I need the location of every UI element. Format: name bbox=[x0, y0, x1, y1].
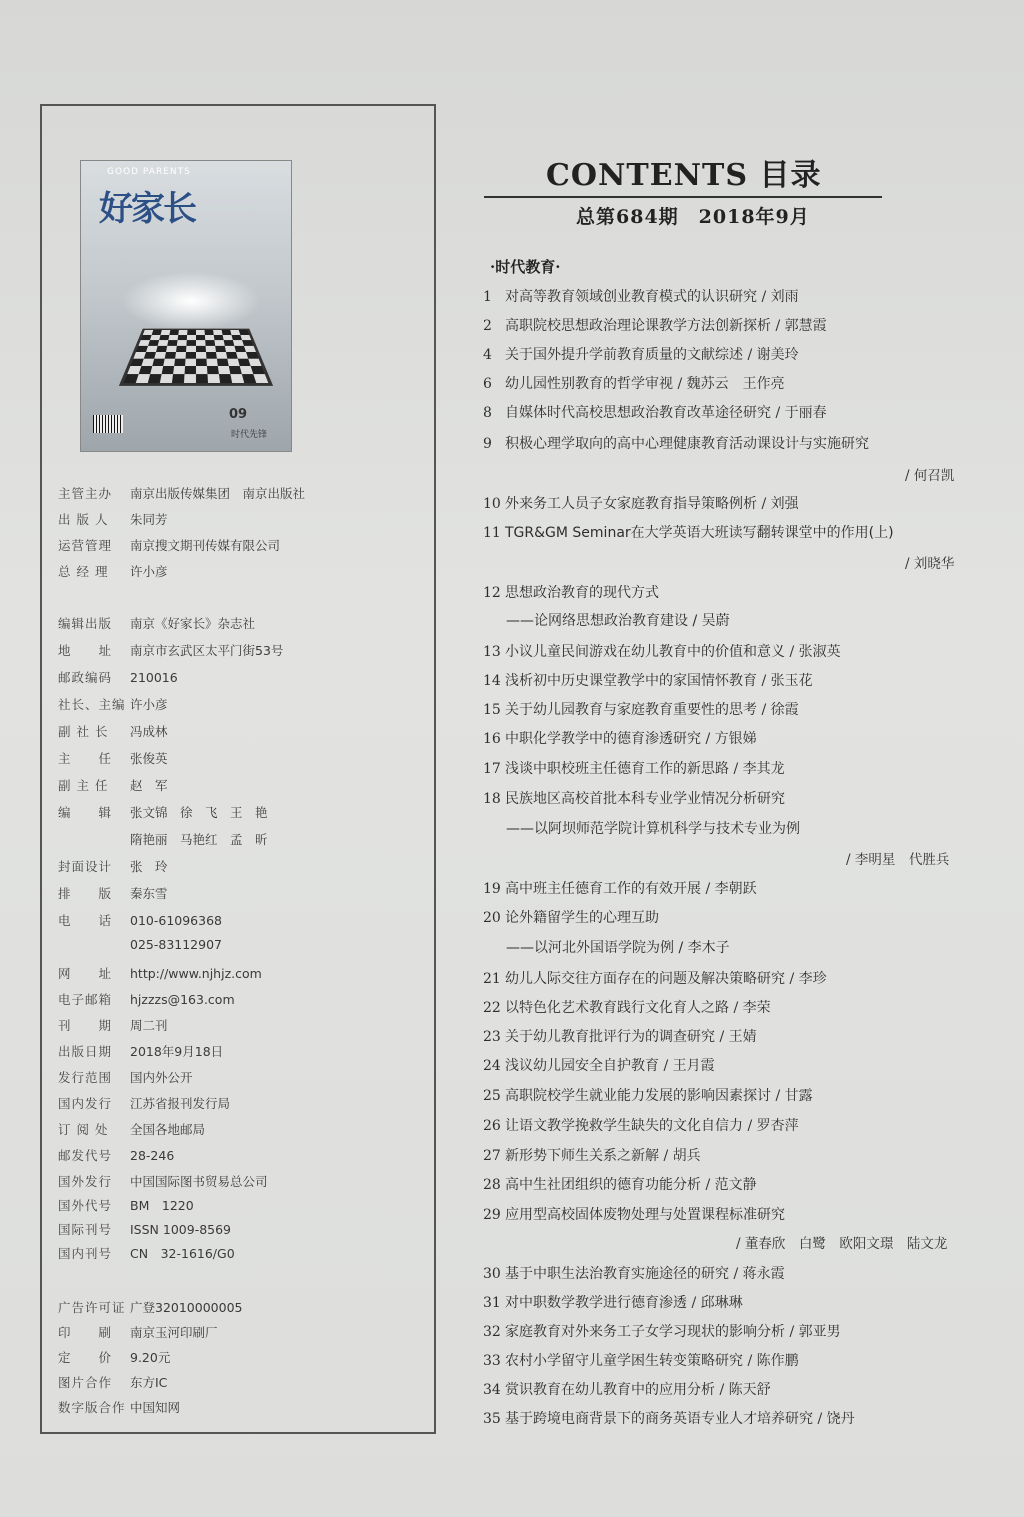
masthead-label: 图片合作 bbox=[58, 1375, 113, 1390]
masthead-row bbox=[58, 536, 280, 554]
toc-title: 让语文教学挽救学生缺失的文化自信力 bbox=[505, 1118, 743, 1134]
toc-title: 基于中职生法治教育实施途径的研究 bbox=[505, 1266, 729, 1282]
toc-entry[interactable] bbox=[483, 433, 869, 453]
toc-entry[interactable] bbox=[483, 641, 841, 661]
masthead-row bbox=[58, 911, 222, 929]
toc-page-number: 1 bbox=[483, 289, 492, 305]
toc-page-number: 31 bbox=[483, 1295, 501, 1311]
toc-page-number: 24 bbox=[483, 1058, 501, 1074]
masthead-row bbox=[58, 803, 268, 821]
toc-page-number: 13 bbox=[483, 644, 501, 660]
masthead-label: 封面设计 bbox=[58, 859, 113, 874]
masthead-row bbox=[58, 641, 283, 659]
toc-page-number: 27 bbox=[483, 1148, 501, 1164]
toc-entry[interactable] bbox=[483, 1085, 813, 1105]
toc-title: 高职院校学生就业能力发展的影响因素探讨 bbox=[505, 1088, 771, 1104]
masthead-row bbox=[58, 510, 168, 528]
toc-page-number: 17 bbox=[483, 761, 501, 777]
toc-page-number: 16 bbox=[483, 731, 501, 747]
toc-entry[interactable] bbox=[483, 670, 813, 690]
masthead-label: 总 经 理 bbox=[58, 564, 109, 579]
masthead-label: 国外发行 bbox=[58, 1174, 113, 1189]
toc-entry[interactable] bbox=[483, 315, 827, 335]
masthead-row bbox=[58, 884, 168, 902]
toc-entry[interactable] bbox=[483, 1350, 799, 1370]
toc-page-number: 28 bbox=[483, 1177, 501, 1193]
toc-entry[interactable] bbox=[483, 522, 894, 542]
toc-author: / 蒋永霞 bbox=[733, 1266, 785, 1282]
toc-page-number: 35 bbox=[483, 1411, 501, 1427]
toc-author: / 胡兵 bbox=[663, 1148, 701, 1164]
toc-page-number: 12 bbox=[483, 585, 501, 601]
toc-entry[interactable] bbox=[483, 758, 785, 778]
masthead-label: 主管主办 bbox=[58, 486, 113, 501]
toc-page-number: 6 bbox=[483, 376, 492, 392]
toc-author: / 陈作鹏 bbox=[747, 1353, 799, 1369]
toc-author: / 李朝跃 bbox=[705, 881, 757, 897]
toc-title: 中职化学教学中的德育渗透研究 bbox=[505, 731, 701, 747]
masthead-label: 电子邮箱 bbox=[58, 992, 113, 1007]
toc-page-number: 20 bbox=[483, 910, 501, 926]
masthead-row bbox=[58, 1016, 168, 1034]
toc-author: / 李其龙 bbox=[733, 761, 785, 777]
masthead-row bbox=[58, 990, 235, 1008]
masthead-value: 南京搜文期刊传媒有限公司 bbox=[130, 538, 281, 553]
toc-entry[interactable] bbox=[483, 344, 799, 364]
toc-title: 自媒体时代高校思想政治教育改革途径研究 bbox=[505, 405, 771, 421]
toc-author: / 于丽春 bbox=[775, 405, 827, 421]
masthead-row bbox=[58, 1348, 170, 1366]
toc-author: / 罗杏萍 bbox=[747, 1118, 799, 1134]
masthead-row bbox=[58, 1094, 230, 1112]
masthead-label: 副 社 长 bbox=[58, 724, 109, 739]
masthead-value: 赵 军 bbox=[130, 778, 168, 793]
masthead-row bbox=[58, 1220, 231, 1238]
masthead-value: 2018年9月18日 bbox=[130, 1044, 224, 1059]
toc-page-number: 15 bbox=[483, 702, 501, 718]
toc-author: / 范文静 bbox=[705, 1177, 757, 1193]
toc-author: / 徐霞 bbox=[761, 702, 799, 718]
issue-line: 总第684期 2018年9月 bbox=[576, 206, 810, 228]
toc-entry[interactable] bbox=[483, 493, 799, 513]
masthead-value: 010-61096368 bbox=[130, 913, 222, 928]
masthead-value: 隋艳丽 马艳红 孟 昕 bbox=[130, 832, 268, 847]
masthead-label: 地 址 bbox=[58, 643, 113, 658]
masthead-row bbox=[58, 776, 168, 794]
masthead-label: 印 刷 bbox=[58, 1325, 113, 1340]
toc-entry[interactable] bbox=[483, 968, 827, 988]
masthead-row bbox=[58, 1068, 193, 1086]
toc-page-number: 11 bbox=[483, 525, 501, 541]
section-heading: ·时代教育· bbox=[490, 258, 561, 276]
masthead-label: 国内发行 bbox=[58, 1096, 113, 1111]
toc-title: 农村小学留守儿童学困生转变策略研究 bbox=[505, 1353, 743, 1369]
toc-entry[interactable] bbox=[483, 1174, 757, 1194]
masthead-label: 刊 期 bbox=[58, 1018, 113, 1033]
toc-entry[interactable] bbox=[483, 1055, 715, 1075]
toc-author: / 饶丹 bbox=[817, 1411, 855, 1427]
masthead-value: 025-83112907 bbox=[130, 937, 222, 952]
masthead-row bbox=[58, 1398, 180, 1416]
masthead-row bbox=[58, 722, 168, 740]
masthead-value: 张俊英 bbox=[130, 751, 168, 766]
masthead-label: 订 阅 处 bbox=[58, 1122, 109, 1137]
toc-page-number: 19 bbox=[483, 881, 501, 897]
toc-author: / 刘强 bbox=[761, 496, 799, 512]
masthead-value: 秦东雪 bbox=[130, 886, 168, 901]
masthead-label: 数字版合作 bbox=[58, 1400, 126, 1415]
masthead-row bbox=[58, 668, 178, 686]
toc-entry[interactable] bbox=[483, 728, 757, 748]
masthead-value: 许小彦 bbox=[130, 564, 168, 579]
contents-title: CONTENTS 目录 bbox=[546, 158, 822, 193]
toc-subtitle-text: ——论网络思想政治教育建设 bbox=[506, 613, 688, 629]
masthead-value: 中国知网 bbox=[130, 1400, 181, 1415]
masthead-row bbox=[58, 1323, 218, 1341]
masthead-label: 国外代号 bbox=[58, 1198, 113, 1213]
toc-author: / 魏苏云 王作亮 bbox=[677, 376, 785, 392]
toc-subtitle-text: ——以阿坝师范学院计算机科学与技术专业为例 bbox=[506, 821, 800, 837]
toc-entry[interactable] bbox=[483, 1292, 743, 1312]
toc-title: 基于跨境电商背景下的商务英语专业人才培养研究 bbox=[505, 1411, 813, 1427]
toc-entry[interactable] bbox=[483, 1026, 757, 1046]
masthead-value: 国内外公开 bbox=[130, 1070, 193, 1085]
masthead-label: 排 版 bbox=[58, 886, 113, 901]
masthead-label: 出 版 人 bbox=[58, 512, 109, 527]
toc-subtitle bbox=[506, 610, 730, 630]
masthead-value: 张 玲 bbox=[130, 859, 168, 874]
toc-page-number: 4 bbox=[483, 347, 492, 363]
masthead-value: BM 1220 bbox=[130, 1198, 194, 1213]
masthead-row bbox=[58, 749, 168, 767]
toc-author: / 王月霞 bbox=[663, 1058, 715, 1074]
masthead-label: 国内刊号 bbox=[58, 1246, 113, 1261]
masthead-value: 广登32010000005 bbox=[130, 1300, 243, 1315]
toc-page-number: 22 bbox=[483, 1000, 501, 1016]
toc-entry[interactable] bbox=[483, 1204, 785, 1224]
toc-title: 浅析初中历史课堂教学中的家国情怀教育 bbox=[505, 673, 757, 689]
toc-entry[interactable] bbox=[483, 1321, 841, 1341]
toc-author: / 邱琳琳 bbox=[691, 1295, 743, 1311]
toc-author: / 郭慧霞 bbox=[775, 318, 827, 334]
masthead-label: 副 主 任 bbox=[58, 778, 109, 793]
toc-entry[interactable] bbox=[483, 699, 799, 719]
toc-page-number: 21 bbox=[483, 971, 501, 987]
toc-title: 论外籍留学生的心理互助 bbox=[505, 910, 659, 926]
masthead-row bbox=[58, 695, 168, 713]
toc-author: / 谢美玲 bbox=[747, 347, 799, 363]
toc-author: / 张玉花 bbox=[761, 673, 813, 689]
masthead-row bbox=[58, 1172, 268, 1190]
toc-title: 应用型高校固体废物处理与处置课程标准研究 bbox=[505, 1207, 785, 1223]
masthead-row bbox=[58, 484, 305, 502]
cover-tagline: 时代先锋 bbox=[231, 430, 268, 440]
masthead-label: 邮政编码 bbox=[58, 670, 113, 685]
masthead-value: 28-246 bbox=[130, 1148, 175, 1163]
toc-title: 小议儿童民间游戏在幼儿教育中的价值和意义 bbox=[505, 644, 785, 660]
toc-author: / 甘露 bbox=[775, 1088, 813, 1104]
toc-entry[interactable] bbox=[483, 1379, 771, 1399]
toc-title: 对高等教育领域创业教育模式的认识研究 bbox=[505, 289, 757, 305]
toc-page-number: 29 bbox=[483, 1207, 501, 1223]
title-divider bbox=[484, 196, 882, 198]
toc-author: / 李明星 代胜兵 bbox=[846, 852, 950, 868]
chessboard-illustration bbox=[119, 329, 273, 386]
masthead-row bbox=[58, 1373, 167, 1391]
toc-page-number: 30 bbox=[483, 1266, 501, 1282]
cover-image bbox=[80, 160, 292, 452]
cover-title: 好家长 bbox=[99, 189, 195, 229]
masthead-value: 南京市玄武区太平门街53号 bbox=[130, 643, 284, 658]
masthead-label: 编 辑 bbox=[58, 805, 113, 820]
masthead-label: 邮发代号 bbox=[58, 1148, 113, 1163]
toc-title: 浅谈中职校班主任德育工作的新思路 bbox=[505, 761, 729, 777]
toc-title: 以特色化艺术教育践行文化育人之路 bbox=[505, 1000, 729, 1016]
masthead-value: 张文锦 徐 飞 王 艳 bbox=[130, 805, 268, 820]
masthead-value: 中国国际图书贸易总公司 bbox=[130, 1174, 268, 1189]
masthead-label: 电 话 bbox=[58, 913, 113, 928]
toc-subtitle bbox=[506, 937, 730, 957]
masthead-row bbox=[58, 1244, 235, 1262]
masthead-value: 全国各地邮局 bbox=[130, 1122, 206, 1137]
masthead-label: 国际刊号 bbox=[58, 1222, 113, 1237]
toc-entry[interactable] bbox=[483, 878, 757, 898]
masthead-row bbox=[58, 1146, 174, 1164]
toc-title: 赏识教育在幼儿教育中的应用分析 bbox=[505, 1382, 715, 1398]
toc-entry[interactable] bbox=[483, 373, 785, 393]
toc-page-number: 25 bbox=[483, 1088, 501, 1104]
masthead-value: CN 32-1616/G0 bbox=[130, 1246, 235, 1261]
toc-page-number: 2 bbox=[483, 318, 492, 334]
toc-title: 思想政治教育的现代方式 bbox=[505, 585, 659, 601]
masthead-row bbox=[58, 614, 255, 632]
toc-entry[interactable] bbox=[483, 1408, 855, 1428]
toc-title: TGR&GM Seminar在大学英语大班读写翻转课堂中的作用(上) bbox=[505, 525, 894, 541]
cover-glow bbox=[121, 271, 261, 331]
toc-page-number: 18 bbox=[483, 791, 501, 807]
toc-author: / 吴蔚 bbox=[692, 613, 730, 629]
toc-author: / 王婧 bbox=[719, 1029, 757, 1045]
toc-author: / 李荣 bbox=[733, 1000, 771, 1016]
toc-author: / 张淑英 bbox=[789, 644, 841, 660]
masthead-label: 出版日期 bbox=[58, 1044, 113, 1059]
toc-entry[interactable] bbox=[483, 286, 799, 306]
toc-title: 高职院校思想政治理论课教学方法创新探析 bbox=[505, 318, 771, 334]
toc-author: / 刘雨 bbox=[761, 289, 799, 305]
toc-author: / 何召凯 bbox=[905, 468, 955, 484]
toc-page-number: 8 bbox=[483, 405, 492, 421]
toc-entry[interactable] bbox=[483, 402, 827, 422]
masthead-label: 社长、主编 bbox=[58, 697, 126, 712]
toc-entry[interactable] bbox=[483, 1263, 785, 1283]
toc-title: 幼儿人际交往方面存在的问题及解决策略研究 bbox=[505, 971, 785, 987]
toc-subtitle-text: ——以河北外国语学院为例 bbox=[506, 940, 674, 956]
toc-title: 民族地区高校首批本科专业学业情况分析研究 bbox=[505, 791, 785, 807]
toc-author: / 陈天舒 bbox=[719, 1382, 771, 1398]
toc-author: / 方银娣 bbox=[705, 731, 757, 747]
masthead-label: 运营管理 bbox=[58, 538, 113, 553]
toc-title: 关于幼儿园教育与家庭教育重要性的思考 bbox=[505, 702, 757, 718]
toc-entry[interactable] bbox=[483, 997, 771, 1017]
masthead-row bbox=[58, 937, 222, 952]
masthead-value: 冯成林 bbox=[130, 724, 168, 739]
masthead-label: 广告许可证 bbox=[58, 1300, 126, 1315]
toc-entry[interactable] bbox=[483, 788, 785, 808]
toc-title: 外来务工人员子女家庭教育指导策略例析 bbox=[505, 496, 757, 512]
toc-entry[interactable] bbox=[483, 1115, 799, 1135]
masthead-value: 南京出版传媒集团 南京出版社 bbox=[130, 486, 306, 501]
toc-page-number: 33 bbox=[483, 1353, 501, 1369]
masthead-row bbox=[58, 1120, 205, 1138]
masthead-value: 南京玉河印刷厂 bbox=[130, 1325, 218, 1340]
toc-author: / 李木子 bbox=[678, 940, 730, 956]
masthead-value: 9.20元 bbox=[130, 1350, 171, 1365]
toc-author: / 刘晓华 bbox=[905, 556, 955, 572]
cover-top-text: GOOD PARENTS bbox=[107, 167, 191, 177]
toc-entry[interactable] bbox=[483, 582, 659, 602]
toc-title: 高中生社团组织的德育功能分析 bbox=[505, 1177, 701, 1193]
toc-page-number: 26 bbox=[483, 1118, 501, 1134]
toc-page-number: 9 bbox=[483, 436, 492, 452]
toc-entry[interactable] bbox=[483, 907, 659, 927]
masthead-value: 朱同芳 bbox=[130, 512, 168, 527]
toc-entry[interactable] bbox=[483, 1145, 701, 1165]
masthead-value: hjzzzs@163.com bbox=[130, 992, 235, 1007]
toc-page-number: 34 bbox=[483, 1382, 501, 1398]
toc-title: 家庭教育对外来务工子女学习现状的影响分析 bbox=[505, 1324, 785, 1340]
toc-subtitle bbox=[506, 818, 800, 838]
masthead-value: 东方IC bbox=[130, 1375, 168, 1390]
masthead-value: 江苏省报刊发行局 bbox=[130, 1096, 231, 1111]
toc-title: 积极心理学取向的高中心理健康教育活动课设计与实施研究 bbox=[505, 436, 869, 452]
masthead-row bbox=[58, 857, 168, 875]
masthead-value: 许小彦 bbox=[130, 697, 168, 712]
toc-title: 高中班主任德育工作的有效开展 bbox=[505, 881, 701, 897]
masthead-label: 主 任 bbox=[58, 751, 113, 766]
toc-page-number: 32 bbox=[483, 1324, 501, 1340]
barcode-icon bbox=[93, 415, 123, 433]
toc-page-number: 23 bbox=[483, 1029, 501, 1045]
toc-page-number: 14 bbox=[483, 673, 501, 689]
masthead-value: ISSN 1009-8569 bbox=[130, 1222, 232, 1237]
toc-author: / 董春欣 白鹭 欧阳文璟 陆文龙 bbox=[736, 1236, 948, 1252]
toc-title: 幼儿园性别教育的哲学审视 bbox=[505, 376, 673, 392]
masthead-row bbox=[58, 1196, 194, 1214]
toc-title: 对中职数学教学进行德育渗透 bbox=[505, 1295, 687, 1311]
toc-page-number: 10 bbox=[483, 496, 501, 512]
masthead-row bbox=[58, 964, 262, 982]
toc-author: / 郭亚男 bbox=[789, 1324, 841, 1340]
masthead-value: 210016 bbox=[130, 670, 178, 685]
masthead-row bbox=[58, 562, 168, 580]
masthead-label: 网 址 bbox=[58, 966, 113, 981]
masthead-row bbox=[58, 830, 268, 848]
masthead-row bbox=[58, 1042, 223, 1060]
masthead-value: 南京《好家长》杂志社 bbox=[130, 616, 256, 631]
masthead-value: 周二刊 bbox=[130, 1018, 168, 1033]
toc-title: 浅议幼儿园安全自护教育 bbox=[505, 1058, 659, 1074]
masthead-label: 发行范围 bbox=[58, 1070, 113, 1085]
toc-title: 关于幼儿教育批评行为的调查研究 bbox=[505, 1029, 715, 1045]
toc-title: 关于国外提升学前教育质量的文献综述 bbox=[505, 347, 743, 363]
masthead-row bbox=[58, 1298, 242, 1316]
masthead-label: 编辑出版 bbox=[58, 616, 113, 631]
masthead-label: 定 价 bbox=[58, 1350, 113, 1365]
toc-author: / 李珍 bbox=[789, 971, 827, 987]
toc-title: 新形势下师生关系之新解 bbox=[505, 1148, 659, 1164]
masthead-value: http://www.njhjz.com bbox=[130, 966, 262, 981]
cover-issue-number: 09 bbox=[229, 407, 248, 422]
